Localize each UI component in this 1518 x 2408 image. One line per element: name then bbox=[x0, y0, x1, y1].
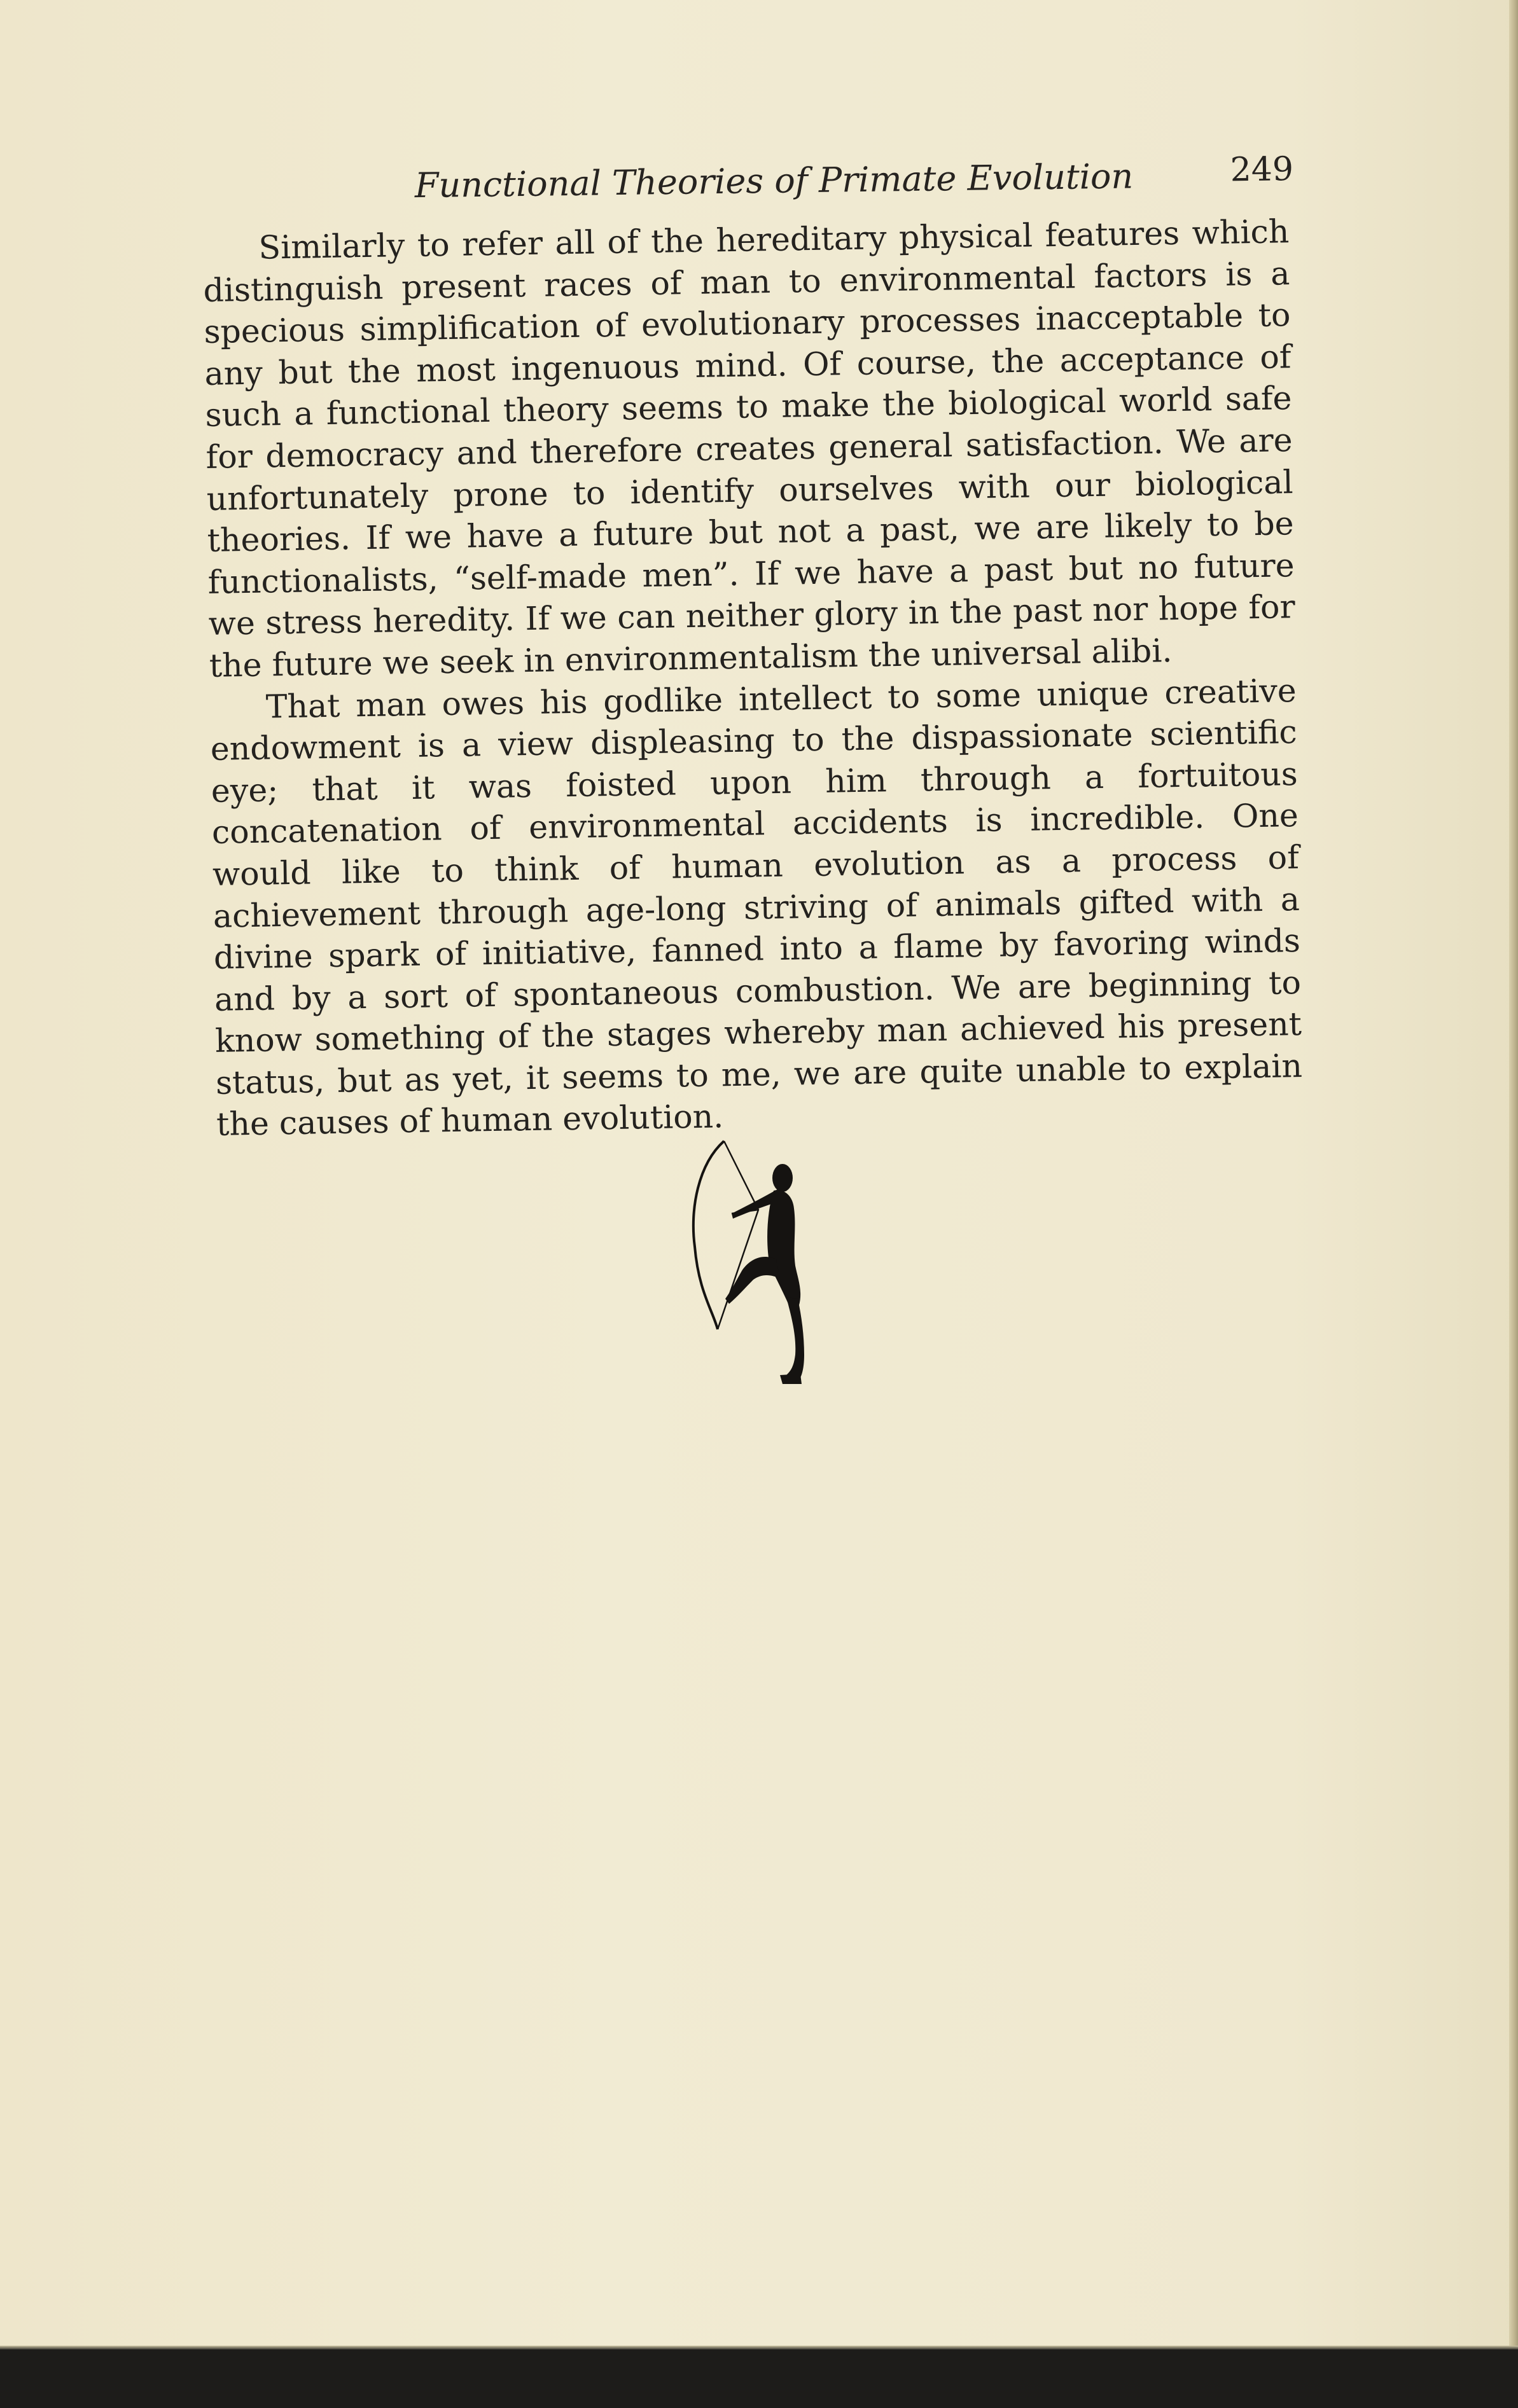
archer-torso-icon bbox=[767, 1190, 800, 1305]
archer-silhouette-icon bbox=[687, 1138, 827, 1387]
archer-foot-icon bbox=[780, 1374, 802, 1384]
archer-head-icon bbox=[772, 1164, 793, 1192]
bowstring-icon bbox=[718, 1141, 758, 1329]
page-edge bbox=[1509, 0, 1518, 2408]
page-number: 249 bbox=[1230, 150, 1294, 190]
running-title: Functional Theories of Primate Evolution bbox=[414, 156, 1134, 206]
scanner-band bbox=[0, 2349, 1518, 2408]
page-header bbox=[0, 146, 1518, 223]
bow-icon bbox=[693, 1141, 724, 1329]
body-text bbox=[202, 211, 1303, 1145]
paragraph-2: That man owes his godlike intellect to some unique creative endowment is a view displeasing to the dispassionate scientific eye; that it was foisted upon him through a fortuitous concatenation of environmental accidents is incredible. One would like to think of human evolution as a process of achievement through age-long striving of animals gifted with a divine spark of initiative, fanned into a flame by favoring winds and by a sort of spontaneous combustion. We are beginning to know something of the stages whereby man achieved his present status, but as yet, it seems to me, we are quite unable to explain the causes of human evolution. bbox=[210, 671, 1303, 1144]
paragraph-1: Similarly to refer all of the hereditary physical features which distinguish present races of man to environmental factors is a specious simplification of evolutionary processes inacceptable to any but the most ingenuous mind. Of course, the acceptance of such a functional theory seems to make the biological world safe for democracy and therefore creates general satisfaction. We are unfortunately prone to identify ourselves with our biological theories. If we have a future but not a past, we are likely to be functionalists, “self-made men”. If we have a past but no future we stress heredity. If we can neither glory in the past nor hope for the future we seek in environmentalism the universal alibi. bbox=[203, 212, 1296, 684]
archer-standing-leg-icon bbox=[783, 1297, 804, 1380]
